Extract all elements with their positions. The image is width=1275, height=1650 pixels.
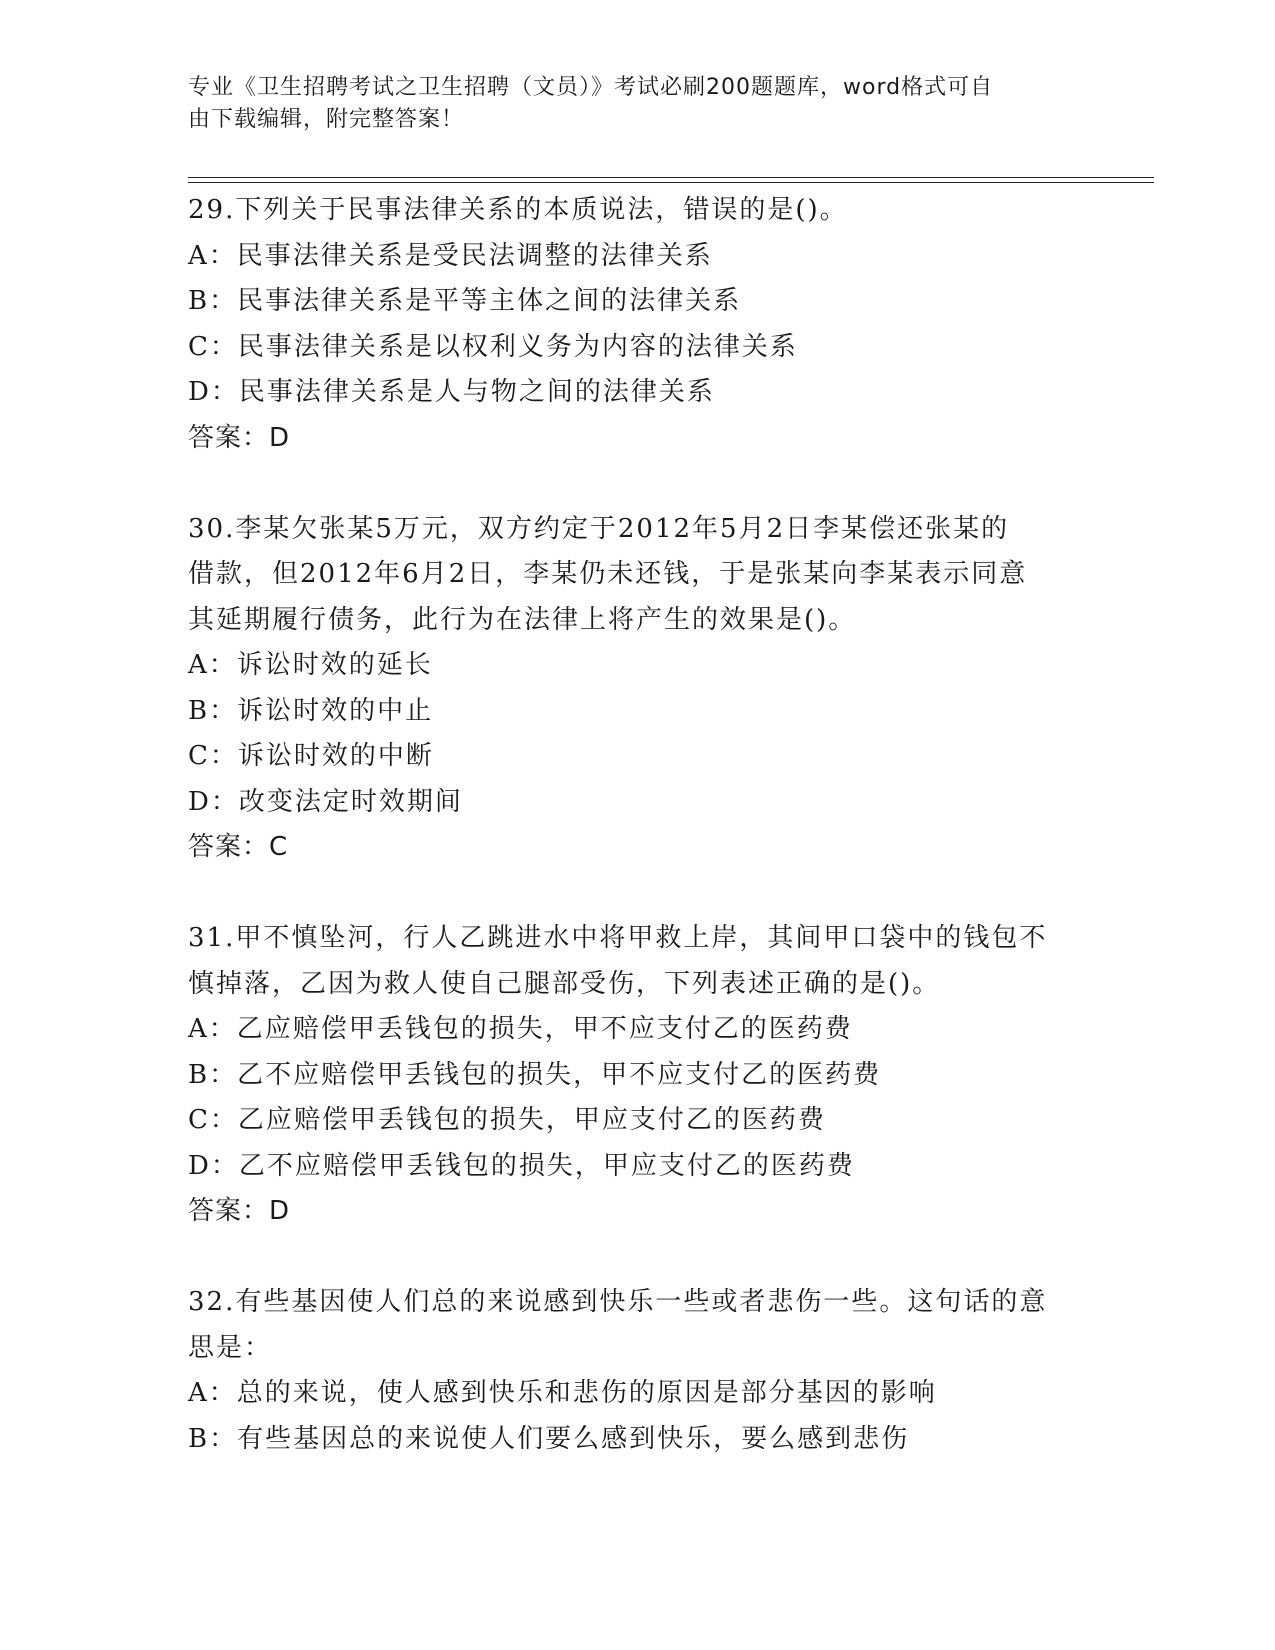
question-item bbox=[188, 1280, 1088, 1462]
answer-option: B：民事法律关系是平等主体之间的法律关系 bbox=[188, 286, 742, 316]
question-list bbox=[188, 188, 1088, 1508]
answer-option: A：诉讼时效的延长 bbox=[188, 650, 433, 680]
answer-option: B：诉讼时效的中止 bbox=[188, 695, 434, 726]
answer-option: C：诉讼时效的中断 bbox=[188, 741, 434, 771]
question-stem-line: 借款，但2012年6月2日，李某仍未还钱，于是张某向李某表示同意 bbox=[188, 559, 1028, 589]
question-stem-line: 思是： bbox=[188, 1332, 273, 1363]
question-stem-line: 32.有些基因使人们总的来说感到快乐一些或者悲伤一些。这句话的意 bbox=[188, 1287, 1048, 1317]
document-header bbox=[188, 72, 1068, 136]
answer-option: A：总的来说，使人感到快乐和悲伤的原因是部分基因的影响 bbox=[188, 1378, 937, 1408]
question-stem-line: 30.李某欠张某5万元，双方约定于2012年5月2日李某偿还张某的 bbox=[188, 513, 1010, 544]
header-divider-bottom bbox=[188, 182, 1154, 183]
header-line-1: 专业《卫生招聘考试之卫生招聘（文员）》考试必刷200题题库，word格式可自 bbox=[188, 75, 994, 100]
answer-key: 答案：C bbox=[188, 832, 289, 862]
answer-option: A：民事法律关系是受民法调整的法律关系 bbox=[188, 240, 713, 271]
question-stem-line: 31.甲不慎坠河，行人乙跳进水中将甲救上岸，其间甲口袋中的钱包不 bbox=[188, 923, 1048, 953]
answer-option: B：乙不应赔偿甲丢钱包的损失，甲不应支付乙的医药费 bbox=[188, 1059, 882, 1090]
answer-option: C：乙应赔偿甲丢钱包的损失，甲应支付乙的医药费 bbox=[188, 1105, 826, 1135]
question-stem-line: 其延期履行债务，此行为在法律上将产生的效果是()。 bbox=[188, 604, 857, 635]
question-item bbox=[188, 916, 1088, 1235]
answer-key: 答案：D bbox=[188, 422, 291, 453]
answer-option: D：乙不应赔偿甲丢钱包的损失，甲应支付乙的医药费 bbox=[188, 1150, 855, 1181]
answer-option: D：改变法定时效期间 bbox=[188, 786, 463, 817]
answer-option: A：乙应赔偿甲丢钱包的损失，甲不应支付乙的医药费 bbox=[188, 1014, 853, 1044]
answer-option: B：有些基因总的来说使人们要么感到快乐，要么感到悲伤 bbox=[188, 1423, 910, 1454]
answer-option: D：民事法律关系是人与物之间的法律关系 bbox=[188, 377, 715, 407]
header-divider-top bbox=[188, 177, 1154, 178]
question-stem-line: 慎掉落，乙因为救人使自己腿部受伤，下列表述正确的是()。 bbox=[188, 968, 941, 999]
answer-option: C：民事法律关系是以权利义务为内容的法律关系 bbox=[188, 331, 798, 362]
question-item bbox=[188, 507, 1088, 871]
header-line-2: 由下载编辑，附完整答案！ bbox=[188, 107, 465, 132]
question-stem-line: 29.下列关于民事法律关系的本质说法，错误的是()。 bbox=[188, 195, 848, 225]
answer-key: 答案：D bbox=[188, 1196, 291, 1226]
question-item bbox=[188, 188, 1088, 461]
